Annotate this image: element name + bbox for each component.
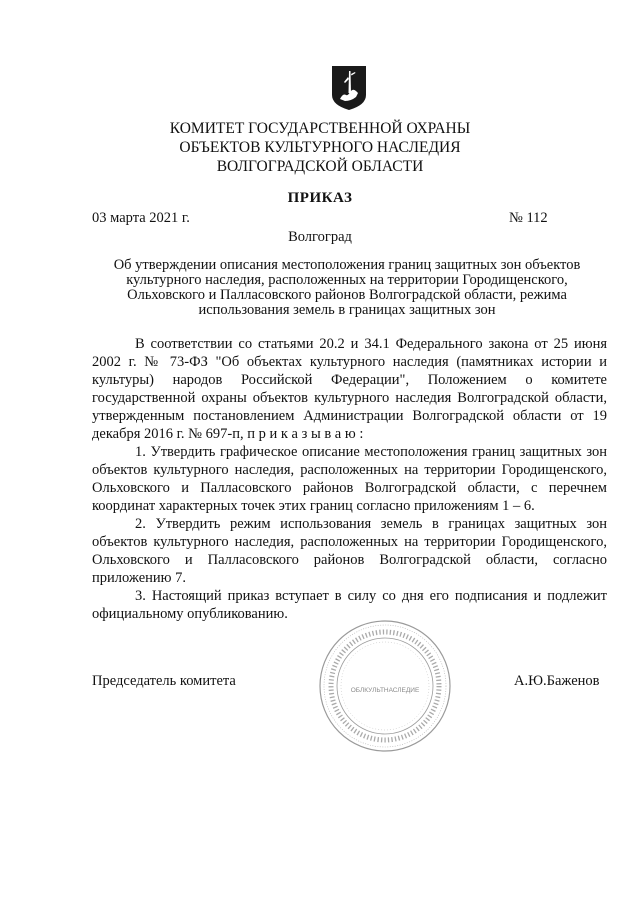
- seal-center-text: ОБЛКУЛЬТНАСЛЕДИЕ: [350, 687, 420, 694]
- org-line-2: ОБЪЕКТОВ КУЛЬТУРНОГО НАСЛЕДИЯ: [179, 139, 461, 156]
- volgograd-emblem-icon: [331, 65, 367, 111]
- order-city: Волгоград: [288, 229, 352, 245]
- preamble-paragraph: В соответствии со статьями 20.2 и 34.1 Федерального закона от 25 июня 2002 г. № 73-ФЗ "Об объектах культурного наследия (памятниках истории и культуры) народов Российской Федерации", Положением о комитете государственной охраны объектов культурного наследия Волгоградской области, утвержденным постановлением Администрации Волгоградской области от 19 декабря 2016 г. № 697-п, п р и к а з ы в а ю :: [92, 336, 607, 442]
- order-body: [92, 335, 607, 623]
- item-2-paragraph: 2. Утвердить режим использования земель в границах защитных зон объектов культурного наследия, расположенных на территории Городищенского, Ольховского и Палласовского районов Волгоградской области, согласно приложению 7.: [92, 516, 607, 586]
- subject-line-2: культурного наследия, расположенных на территории Городищенского,: [126, 272, 568, 288]
- official-seal-stamp: [317, 618, 453, 754]
- subject-line-4: использования земель в границах защитных зон: [198, 302, 496, 318]
- subject-line-1: Об утверждении описания местоположения границ защитных зон объектов: [113, 257, 581, 273]
- subject-line-3: Ольховского и Палласовского районов Волгоградской области, режима: [127, 287, 567, 303]
- order-date: 03 марта 2021 г.: [92, 210, 190, 226]
- signatory-name: А.Ю.Баженов: [514, 673, 600, 689]
- org-line-1: КОМИТЕТ ГОСУДАРСТВЕННОЙ ОХРАНЫ: [169, 120, 471, 137]
- item-1-paragraph: 1. Утвердить графическое описание местоположения границ защитных зон объектов культурного наследия, расположенных на территории Городищенского, Ольховского и Палласовского районов Волгоградской области, с перечнем координат характерных точек этих границ согласно приложениям 1 – 6.: [92, 444, 607, 514]
- document-type: ПРИКАЗ: [287, 190, 353, 206]
- org-line-3: ВОЛГОГРАДСКОЙ ОБЛАСТИ: [216, 158, 424, 175]
- order-number: № 112: [509, 210, 548, 226]
- item-3-paragraph: 3. Настоящий приказ вступает в силу со дня его подписания и подлежит официальному опубликованию.: [92, 588, 607, 622]
- order-subject: [92, 258, 602, 318]
- signatory-title: Председатель комитета: [92, 673, 236, 689]
- organization-name: [0, 119, 640, 176]
